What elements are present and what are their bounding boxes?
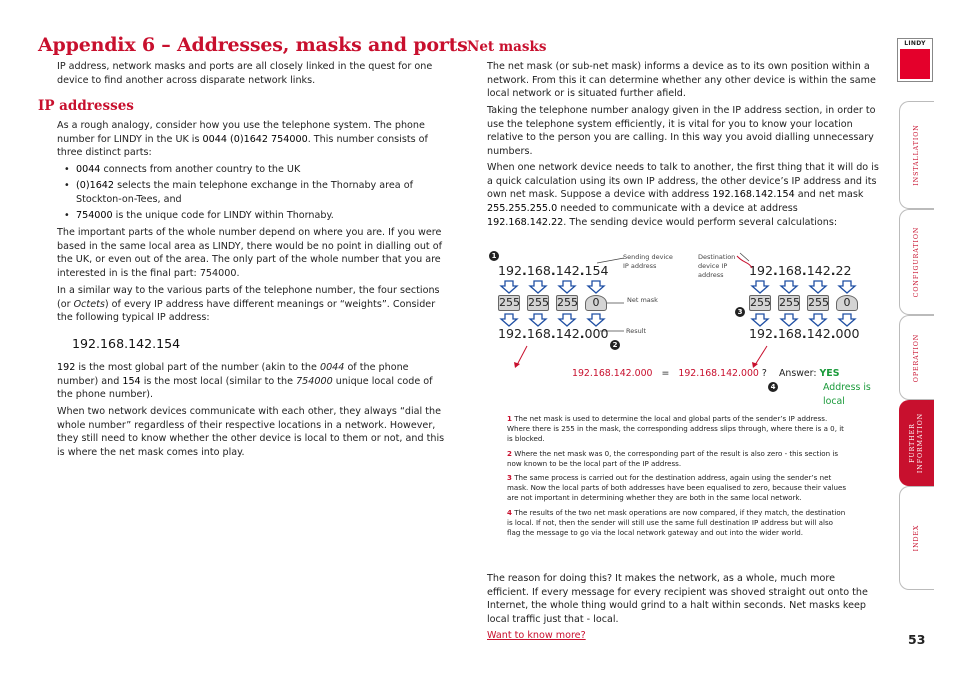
- net-masks-heading: Net masks: [467, 39, 547, 55]
- octet: 192: [749, 263, 774, 278]
- destination-result-octets: [749, 326, 860, 341]
- note-text: The net mask is used to determine the local and global parts of the sender’s IP address. Where there is 255 in the mask, the corresponding address slips through, where there is a 0, it is blocked.: [507, 414, 844, 444]
- sender-ip: 192.168.142.154: [712, 189, 795, 201]
- ip-p1-text-end: . This number consists of three distinct parts:: [57, 133, 428, 159]
- octet-154: 154: [122, 375, 141, 387]
- tab-label: FURTHER INFORMATION: [909, 412, 924, 474]
- note-item: [507, 473, 847, 504]
- bullet-text: selects the main telephone exchange in the Thornaby area of Stockton-on-Tees, and: [76, 180, 413, 205]
- octet: 168: [777, 263, 802, 278]
- dot: .: [579, 263, 585, 278]
- note-text: The same process is carried out for the destination address, again using the sender’s net mask. Now the local parts of both addresses have been equalised to zero, because their values are not important in determining whether they are both in the same local network.: [507, 473, 847, 503]
- octet: 142: [806, 263, 831, 278]
- dot: .: [522, 263, 527, 278]
- bullet-code: (0)1642: [76, 180, 115, 192]
- bullet-code: 0044: [76, 164, 101, 175]
- down-arrow-icon: [839, 281, 855, 293]
- mask-cell-255: 255: [750, 296, 771, 309]
- tab-label: CONFIGURATION: [913, 226, 920, 298]
- down-arrow-icon: [752, 281, 768, 293]
- netmask-label: Net mask: [627, 296, 658, 304]
- octet: 142: [806, 326, 831, 341]
- ip-paragraph-4: [57, 361, 449, 402]
- note-item: [507, 449, 847, 469]
- down-arrow-icon: [501, 314, 517, 326]
- dot: .: [801, 263, 807, 278]
- sender-netmask: 255.255.255.0: [487, 203, 558, 215]
- mask-cell-255: 255: [779, 296, 800, 309]
- down-arrow-icon: [752, 314, 768, 326]
- note-number: 2: [507, 448, 512, 458]
- p4-code-0044: 0044: [319, 362, 345, 373]
- note-item: [507, 508, 847, 539]
- comparison-line: [572, 368, 767, 379]
- result-label: Result: [626, 327, 647, 335]
- tab-operation[interactable]: [899, 315, 934, 400]
- answer-label: Answer:: [779, 368, 817, 379]
- down-arrow-icon: [781, 281, 797, 293]
- tab-label: INSTALLATION: [913, 124, 920, 186]
- octets-term: Octets: [73, 298, 105, 310]
- step-badge-2: 2: [610, 340, 620, 350]
- octet: 000: [835, 326, 860, 341]
- destination-ip: 192.168.142.22: [487, 216, 564, 228]
- want-to-know-more-link[interactable]: Want to know more?: [487, 630, 586, 641]
- list-item: [57, 163, 449, 177]
- intro-paragraph: IP address, network masks and ports are all closely linked in the quest for one device to find another across disparate network links.: [57, 61, 433, 86]
- ip-paragraph-3: [57, 284, 449, 325]
- ip-p3-text: In a similar way to the various parts of the telephone number, the four sections (or: [57, 285, 440, 310]
- p4-text: of the phone number) and: [57, 362, 409, 387]
- nm-p3-text: needed to communicate with a device at address: [557, 203, 798, 215]
- p4-text: unique local code of the phone number).: [57, 375, 433, 401]
- question-mark: ?: [761, 368, 767, 379]
- octet: 192: [749, 326, 774, 341]
- nm-p3-text: When one network device needs to talk to another, the first thing that it will do is a quick calculation using its own IP address, the other device’s IP address and its own net mask. Suppose a device with address: [487, 162, 879, 201]
- down-arrow-icon: [781, 314, 797, 326]
- octet-192: 192: [57, 362, 76, 373]
- p4-code-754000: 754000: [296, 375, 333, 387]
- netmask-paragraph-3: [487, 161, 879, 230]
- bullet-text: is the unique code for LINDY within Thornaby.: [112, 210, 334, 222]
- down-arrow-icon: [810, 314, 826, 326]
- bullet-code: 754000: [76, 210, 113, 222]
- nm-p3-text: and net mask: [794, 189, 864, 201]
- step-badge-1: 1: [489, 251, 499, 261]
- equals-sign: =: [661, 368, 670, 379]
- mask-cell-255: 255: [557, 296, 578, 309]
- down-arrow-icon: [588, 314, 604, 326]
- ip-paragraph-1: [57, 119, 449, 160]
- dot: .: [579, 326, 585, 341]
- octet: 000: [584, 326, 609, 341]
- netmask-paragraph-4: The reason for doing this? It makes the network, as a whole, much more efficient. If every message for every recipient was shoved straight out onto the Internet, the whole thing would grind to a halt within seconds. Net masks keep local traffic just that - local.: [487, 573, 868, 626]
- tab-configuration[interactable]: [899, 209, 934, 315]
- down-arrow-icon: [501, 281, 517, 293]
- mask-cell-255: 255: [808, 296, 829, 309]
- step-badge-4: 4: [768, 382, 778, 392]
- right-result-compare: 192.168.142.000: [678, 368, 759, 379]
- dot: .: [550, 263, 556, 278]
- octet: 192: [498, 326, 523, 341]
- ip-paragraph-2: The important parts of the whole number depend on where you are. If you were based in the same local area as LINDY, there would be no point in dialling out of the UK, or even out of the area. The only part of the whole number that you are interested in is the final part: 754000.: [57, 227, 442, 280]
- example-ip-address: 192.168.142.154: [72, 336, 181, 351]
- mask-cell-0: 0: [836, 295, 858, 311]
- tab-label: INDEX: [913, 524, 920, 552]
- answer-line: [779, 368, 839, 379]
- logo-text: LINDY: [904, 40, 926, 47]
- mask-cell-255: 255: [499, 296, 520, 309]
- nm-p3-text: . The sending device would perform several calculations:: [563, 216, 838, 228]
- netmask-paragraph-1: The net mask (or sub-net mask) informs a device as to its own position within a network. From this it can determine whether any other device is within the same local network or is situated further afield.: [487, 61, 876, 100]
- p4-text: is the most local (similar to the: [140, 375, 297, 387]
- list-item: [57, 179, 449, 206]
- list-item: [57, 209, 449, 223]
- note-number: 3: [507, 473, 512, 483]
- down-arrow-icon: [559, 281, 575, 293]
- tab-index[interactable]: [899, 486, 934, 590]
- tab-label: OPERATION: [913, 333, 920, 382]
- octet: 22: [835, 263, 852, 278]
- answer-note: Address is local: [823, 382, 871, 407]
- destination-device-label: Destination device IP address: [698, 253, 736, 279]
- octet: 154: [584, 263, 609, 278]
- octet: 168: [526, 326, 551, 341]
- octet: 192: [498, 263, 523, 278]
- netmask-diagram: [487, 248, 877, 408]
- dot: .: [830, 326, 836, 341]
- note-number: 1: [507, 414, 512, 423]
- dot: .: [830, 263, 836, 278]
- octet: 168: [526, 263, 551, 278]
- page-title: Appendix 6 – Addresses, masks and ports: [38, 34, 468, 56]
- dot: .: [550, 326, 556, 341]
- phone-parts-list: [57, 163, 449, 223]
- note-item: [507, 414, 847, 445]
- tab-further-information[interactable]: [899, 400, 934, 486]
- bullet-text: connects from another country to the UK: [100, 164, 301, 175]
- note-text: Where the net mask was 0, the corresponding part of the result is also zero - this section is now known to be the local part of the IP address.: [507, 448, 839, 468]
- octet: 142: [555, 326, 580, 341]
- ip-p3-text-end: ) of every IP address have different meanings or “weights”. Consider the following typical IP address:: [57, 298, 436, 324]
- ip-addresses-heading: IP addresses: [38, 98, 134, 114]
- note-text: The results of the two net mask operations are now compared, if they match, the destination is local. If not, then the sender will still use the same full destination IP address but will also flag the message to go via the local network gateway and out into the wider world.: [507, 507, 846, 538]
- mask-cell-255: 255: [528, 296, 549, 309]
- logo-red-block: [900, 49, 930, 79]
- dot: .: [801, 326, 807, 341]
- destination-red-curve: [737, 256, 752, 268]
- note-number: 4: [507, 507, 512, 517]
- sending-pointer: [597, 258, 624, 263]
- page-number: 53: [908, 632, 926, 647]
- sender-result-octets: [498, 326, 609, 341]
- down-arrow-icon: [810, 281, 826, 293]
- down-arrow-icon: [530, 314, 546, 326]
- octet: 168: [777, 326, 802, 341]
- p4-text: is the most global part of the number (akin to the: [75, 362, 320, 373]
- tab-installation[interactable]: [899, 101, 934, 209]
- left-result-compare: 192.168.142.000: [572, 368, 653, 379]
- answer-yes: YES: [819, 368, 840, 379]
- mask-cell-0: 0: [585, 295, 607, 311]
- lindy-logo: [897, 38, 933, 82]
- netmask-paragraph-2: Taking the telephone number analogy given in the IP address section, in order to use the telephone system efficiently, it is vital for you to know your location relative to the person you are calling. In this way you avoid dialling unnecessary numbers.: [487, 105, 876, 158]
- down-arrow-icon: [559, 314, 575, 326]
- ip-p1-text: As a rough analogy, consider how you use the telephone system. The phone number for LINDY in the UK is: [57, 120, 425, 145]
- diagram-notes: [507, 414, 847, 538]
- down-arrow-icon: [839, 314, 855, 326]
- dot: .: [773, 263, 778, 278]
- ip-paragraph-5: When two network devices communicate with each other, they always “dial the whole number” regardless of their respective locations in a network. However, they still need to know whether the other device is local to them or not, and this is where the net mask comes into play.: [57, 406, 445, 459]
- sending-device-label: Sending device IP address: [623, 253, 673, 270]
- octet: 142: [555, 263, 580, 278]
- down-arrow-icon: [530, 281, 546, 293]
- lindy-phone-number: 0044 (0)1642 754000: [202, 133, 308, 145]
- dot: .: [522, 326, 527, 341]
- dot: .: [773, 326, 778, 341]
- down-arrow-icon: [588, 281, 604, 293]
- step-badge-3: 3: [735, 307, 745, 317]
